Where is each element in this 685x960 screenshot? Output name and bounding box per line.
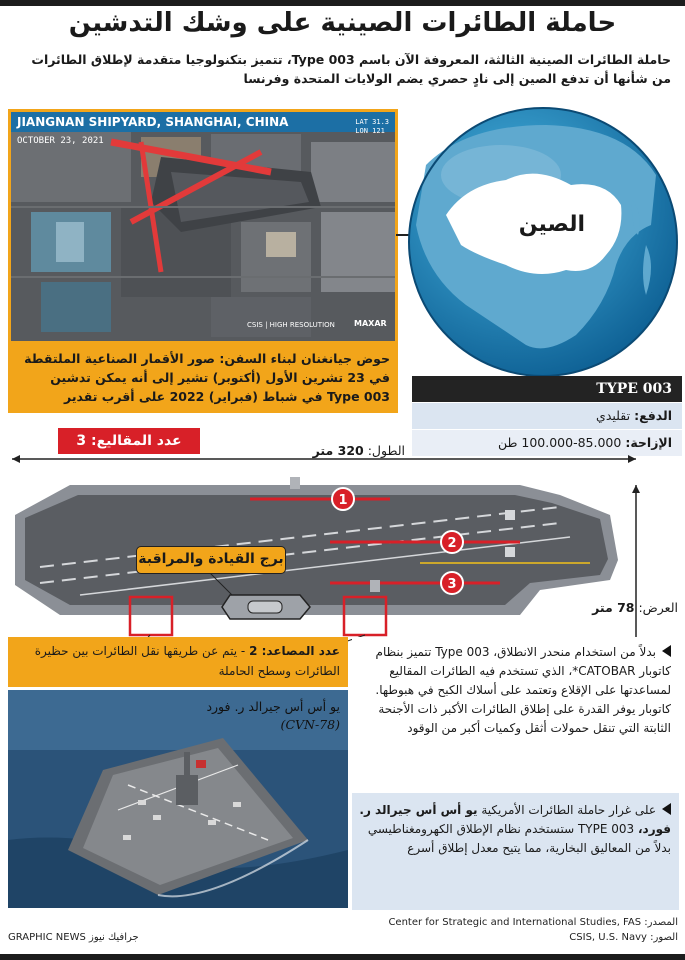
brand-en: GRAPHIC NEWS — [8, 932, 86, 943]
ford-code: (CVN-78) — [280, 717, 340, 732]
satellite-credit: CSIS | HIGH RESOLUTION — [247, 321, 335, 329]
source-label: المصدر: — [644, 917, 678, 928]
satellite-date: OCTOBER 23, 2021 — [17, 136, 104, 146]
page-subtitle: حاملة الطائرات الصينية الثالثة، المعروفة الآن باسم Type 003، تتميز بتكنولوجيا متقدمة لإطلاق الطائرات من شأنها أن تدفع الصين إلى نادٍ حصري يضم الولايات المتحدة وفرنسا — [31, 52, 671, 86]
source-row — [8, 915, 678, 930]
page-title: حاملة الطائرات الصينية على وشك التدشين — [68, 8, 617, 38]
photo-credit-value: CSIS, U.S. Navy — [569, 932, 647, 943]
catobar-text: بدلاً من استخدام منحدر الانطلاق، Type 003 تتميز بنظام كاتوبار CATOBAR*، الذي تستخدم فيه الطائرات المقاليع لمساعدتها على الإقلاع وتعتمد على أسلاك الكبح في هبوطها. كاتوبار يوفر القدرة على إطلاق الطائرات الأكبر ذات الأجنحة الثابتة التي تنقل حمولات أثقل وكميات أكبر من الوقود — [375, 645, 671, 735]
satellite-coords — [355, 118, 389, 136]
photo-credit — [569, 930, 678, 945]
emals-intro: على غرار حاملة الطائرات الأمريكية — [481, 803, 656, 817]
catapult-marker-2 — [441, 531, 463, 553]
satellite-image — [8, 109, 398, 344]
ford-caption — [120, 698, 340, 734]
satellite-caption: حوض جيانغنان لبناء السفن: صور الأقمار الصناعية الملتقطة في 23 تشرين الأول (أكتوبر) تشير إلى أنه يمكن تدشين Type 003 في شباط (فبراير) 2022 على أقرب تقدير — [8, 343, 398, 413]
propulsion-label: الدفع: — [634, 408, 672, 423]
width-value: 78 متر — [592, 600, 635, 615]
catapult-marker-3 — [441, 572, 463, 594]
china-label: الصين — [518, 212, 585, 237]
bottom-rule — [0, 954, 685, 960]
spec-propulsion — [412, 403, 682, 429]
emals-ship-name: يو أس أس جيرالد ر. فورد، — [359, 803, 671, 836]
ford-name: يو أس أس جيرالد ر. فورد — [206, 699, 340, 714]
tower-label: برج القيادة والمراقبة — [136, 546, 286, 574]
emals-bullet — [352, 793, 679, 910]
elevators-text: - يتم عن طريقها نقل الطائرات بين حظيرة الطائرات وسطح الحاملة — [34, 644, 340, 678]
shipyard-illustration — [11, 112, 395, 341]
spec-displacement — [412, 430, 682, 456]
catapults-count: عدد المقاليع: 3 — [58, 428, 200, 454]
satellite-lat: LAT 31.3 — [355, 118, 389, 126]
catobar-bullet — [352, 637, 679, 789]
brand — [8, 930, 139, 945]
carrier-deck-diagram — [0, 455, 685, 650]
emals-text: TYPE 003 ستستخدم نظام الإطلاق الكهرومغناطيسي بدلاً من المعاليق البخارية، مما يتيح معدل إطلاق أسرع — [367, 822, 671, 855]
catapult-number-3: 3 — [447, 577, 457, 592]
bullet-arrow-icon — [662, 645, 671, 657]
bullet-arrow-icon — [662, 803, 671, 815]
width-label — [548, 600, 678, 615]
photo-source-row — [8, 930, 678, 945]
satellite-lon: LON 121 — [355, 127, 385, 135]
catapult-number-2: 2 — [447, 536, 457, 551]
specs-header: TYPE 003 — [412, 376, 682, 402]
length-title: الطول: — [367, 443, 405, 458]
elevators-title: عدد المصاعد: 2 — [249, 644, 340, 658]
source-credit — [388, 915, 678, 930]
width-title: العرض: — [638, 600, 678, 615]
displacement-value: 85.000-100.000 طن — [497, 435, 622, 450]
top-rule — [0, 0, 685, 6]
propulsion-value: تقليدي — [596, 408, 631, 423]
globe-map — [406, 105, 681, 380]
source-value: Center for Strategic and International Studies, FAS — [388, 917, 642, 928]
ford-photo — [8, 690, 348, 908]
catapult-number-1: 1 — [338, 493, 348, 508]
photo-credit-label: الصور: — [650, 932, 678, 943]
maxar-logo: MAXAR — [354, 319, 387, 328]
sources — [8, 915, 678, 945]
catapult-marker-1 — [332, 488, 354, 510]
length-value: 320 متر — [312, 443, 364, 458]
elevators-box — [8, 637, 348, 687]
brand-ar: جرافيك نيوز — [89, 932, 139, 943]
displacement-label: الإزاحة: — [625, 435, 672, 450]
satellite-header: JIANGNAN SHIPYARD, SHANGHAI, CHINA — [11, 112, 395, 132]
